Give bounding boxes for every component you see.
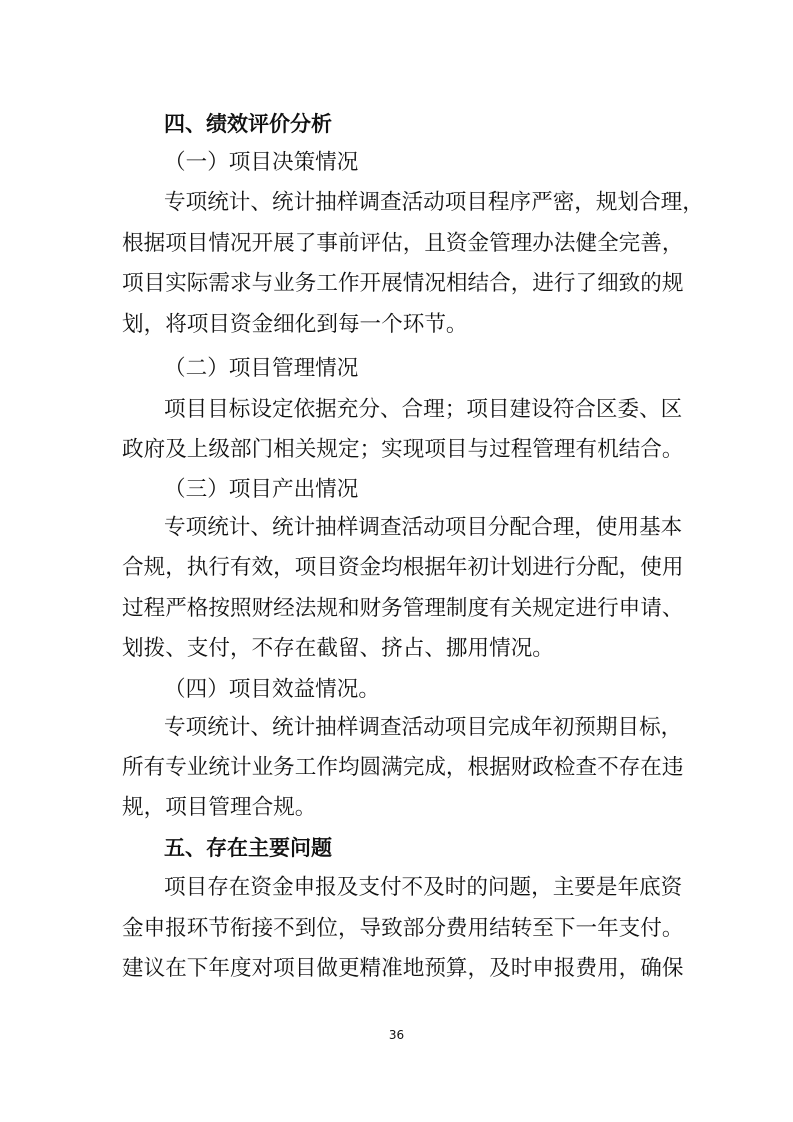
subsection-heading-sub-3: （三）项目产出情况 <box>164 477 359 502</box>
paragraph-line-p1-3: 项目实际需求与业务工作开展情况相结合，进行了细致的规 <box>122 271 684 296</box>
paragraph-line-p3-3: 过程严格按照财经法规和财务管理制度有关规定进行申请、 <box>122 596 684 621</box>
paragraph-line-p3-2: 合规，执行有效，项目资金均根据年初计划进行分配，使用 <box>122 555 684 580</box>
paragraph-line-p1-4: 划，将项目资金细化到每一个环节。 <box>122 312 468 337</box>
paragraph-line-p5-2: 金申报环节衔接不到位，导致部分费用结转至下一年支付。 <box>122 916 684 941</box>
section-heading-heading-4: 四、绩效评价分析 <box>164 112 332 136</box>
subsection-heading-sub-1: （一）项目决策情况 <box>164 150 359 175</box>
paragraph-line-p4-1: 专项统计、统计抽样调查活动项目完成年初预期目标， <box>164 715 683 740</box>
page-number: 36 <box>388 1028 405 1042</box>
paragraph-line-p5-1: 项目存在资金申报及支付不及时的问题，主要是年底资 <box>164 875 683 900</box>
paragraph-line-p2-1: 项目目标设定依据充分、合理；项目建设符合区委、区 <box>164 397 683 422</box>
paragraph-line-p4-2: 所有专业统计业务工作均圆满完成，根据财政检查不存在违 <box>122 755 684 780</box>
paragraph-line-p1-1: 专项统计、统计抽样调查活动项目程序严密，规划合理， <box>164 190 704 215</box>
paragraph-line-p2-2: 政府及上级部门相关规定；实现项目与过程管理有机结合。 <box>122 437 684 462</box>
paragraph-line-p4-3: 规，项目管理合规。 <box>122 795 317 820</box>
subsection-heading-sub-2: （二）项目管理情况 <box>164 356 359 381</box>
paragraph-line-p3-1: 专项统计、统计抽样调查活动项目分配合理，使用基本 <box>164 515 683 540</box>
paragraph-line-p1-2: 根据项目情况开展了事前评估，且资金管理办法健全完善， <box>122 231 684 256</box>
subsection-heading-sub-4: （四）项目效益情况。 <box>164 677 380 702</box>
paragraph-line-p3-4: 划拨、支付，不存在截留、挤占、挪用情况。 <box>122 636 554 661</box>
section-heading-heading-5: 五、存在主要问题 <box>164 836 332 860</box>
paragraph-line-p5-3: 建议在下年度对项目做更精准地预算，及时申报费用，确保 <box>122 956 684 981</box>
